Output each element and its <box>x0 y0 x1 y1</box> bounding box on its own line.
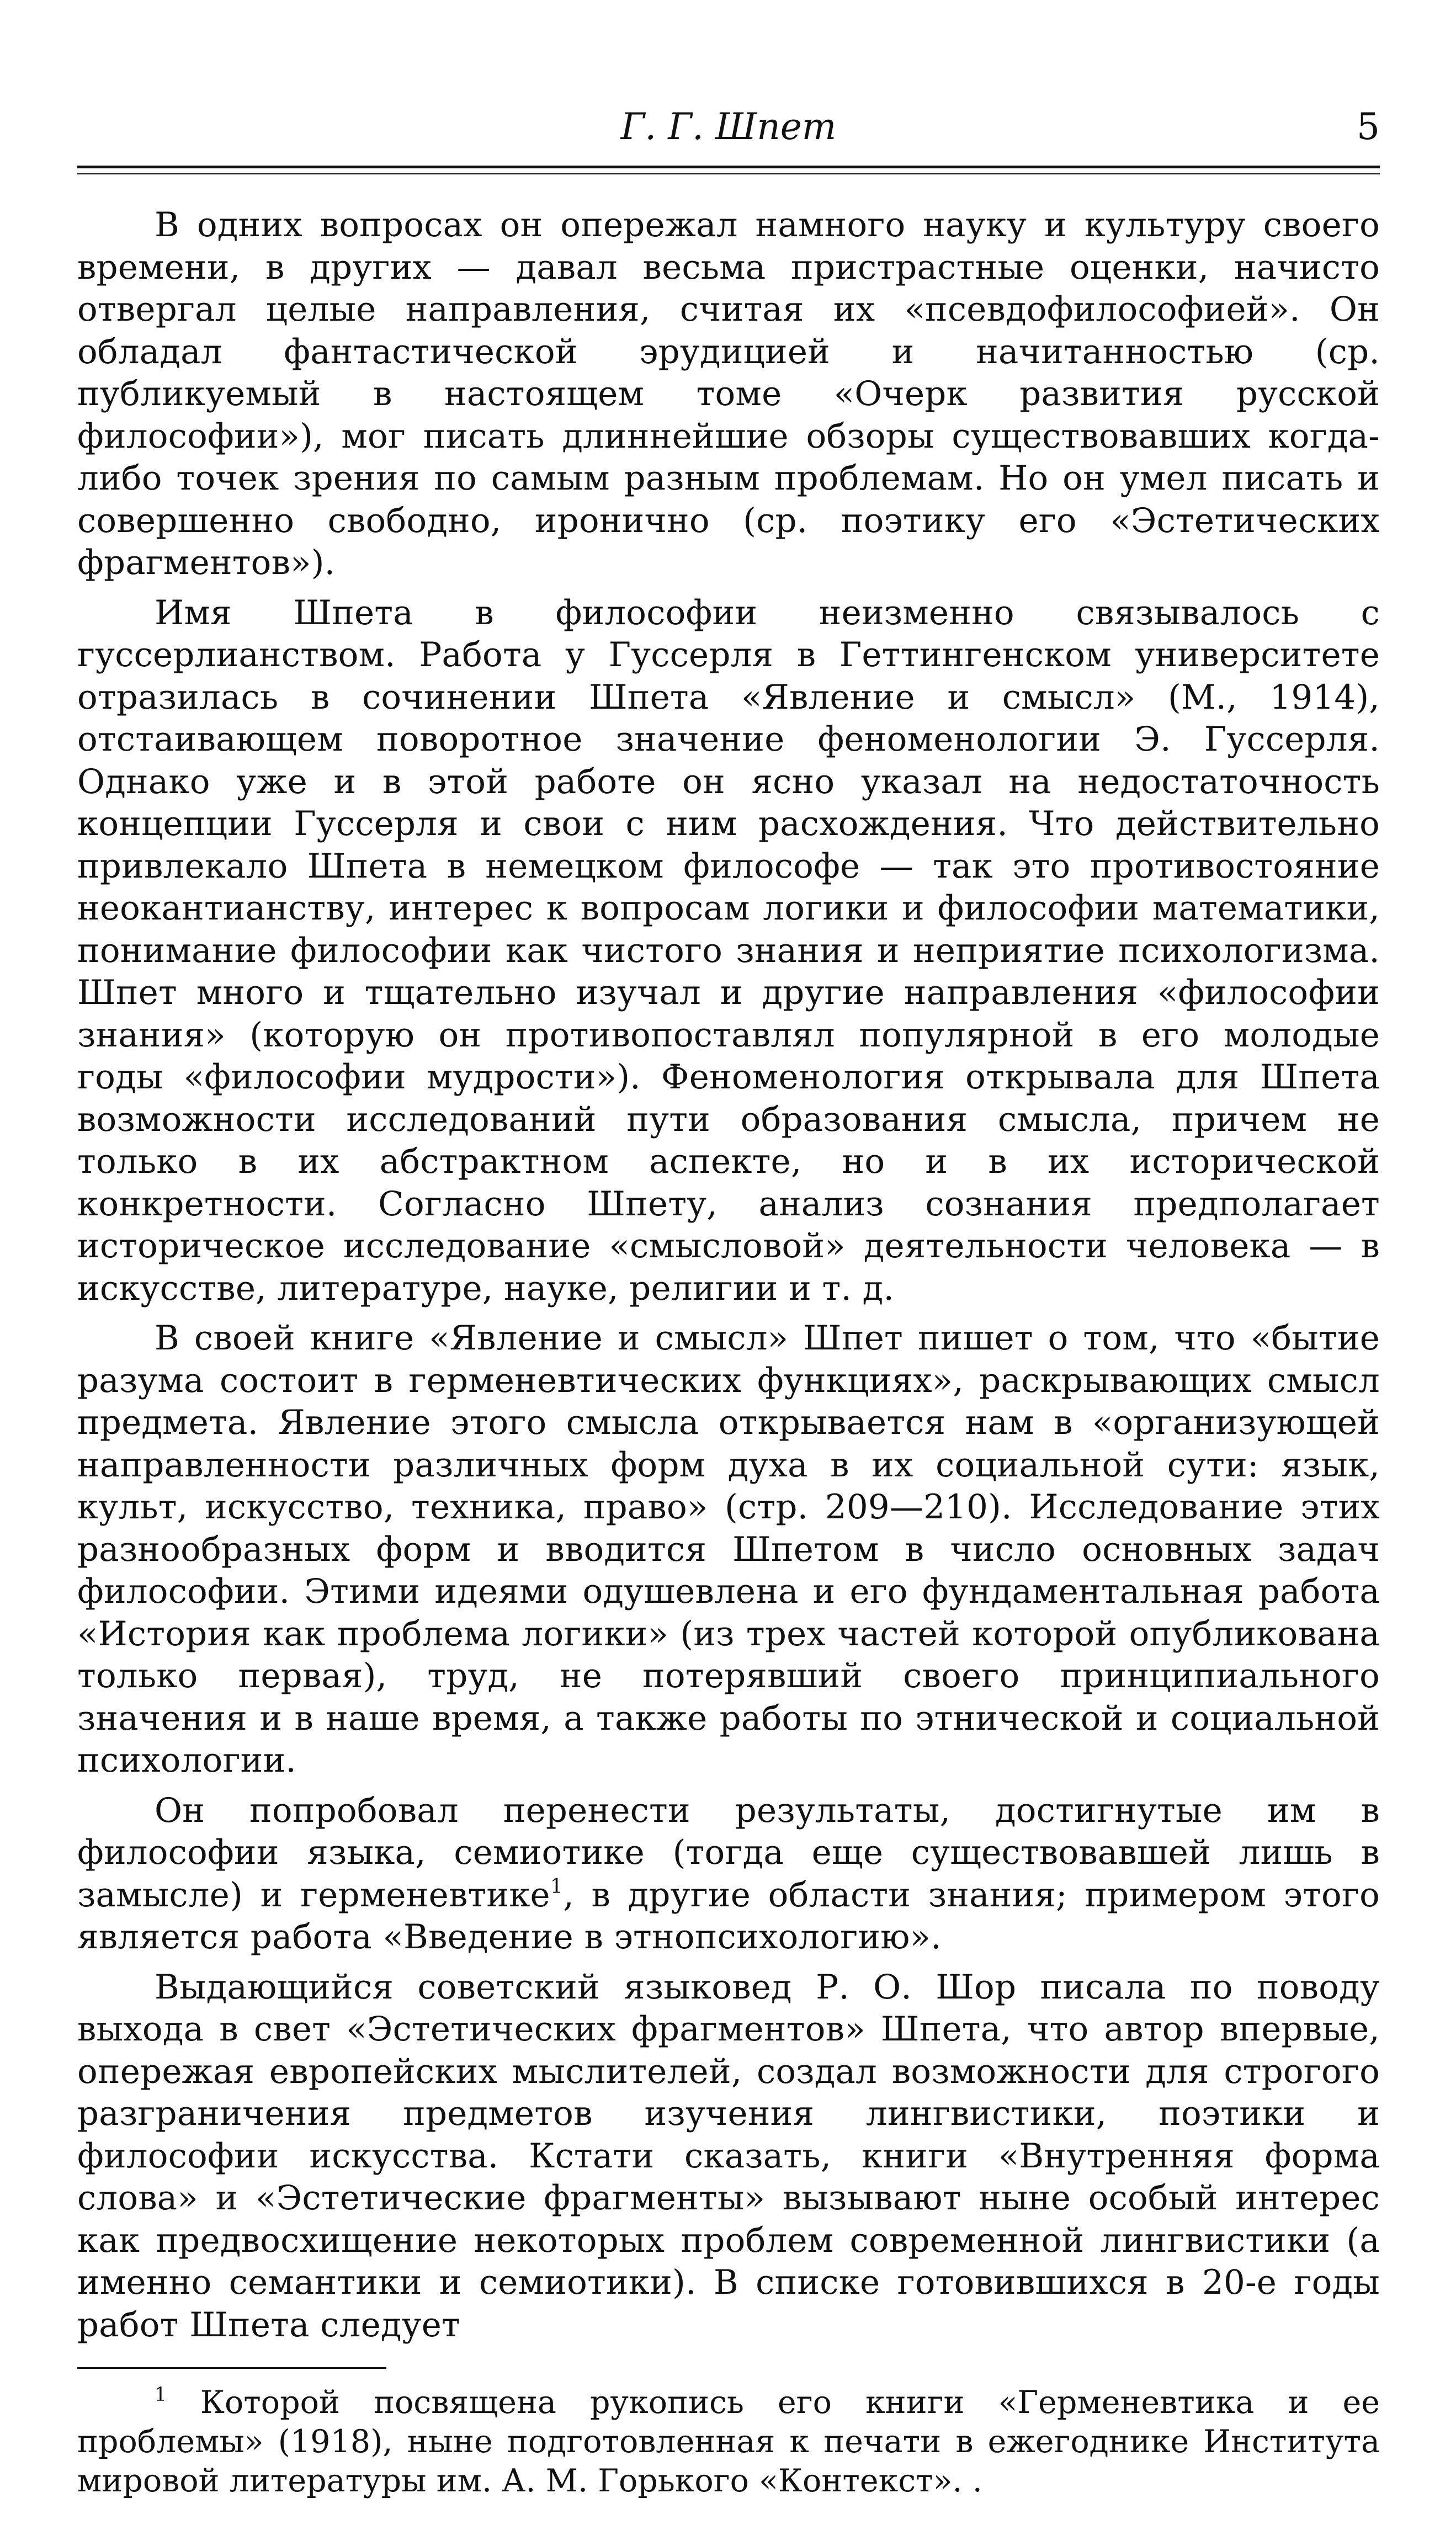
footnote-text: Которой посвящена рукопись его книги «Герменевтика и ее проблемы» (1918), ныне подготовленная к печати в ежегоднике Института мировой литературы им. А. М. Горького «Контекст». . <box>77 2384 1380 2499</box>
page <box>77 105 1380 2501</box>
paragraph: В своей книге «Явление и смысл» Шпет пишет о том, что «бытие разума состоит в герменевтических функциях», раскрывающих смысл предмета. Явление этого смысла открывается нам в «организующей направленности различных форм духа в их социальной сути: язык, культ, искусство, техника, право» (стр. 209—210). Исследование этих разнообразных форм и вводится Шпетом в число основных задач философии. Этими идеями одушевлена и его фундаментальная работа «История как проблема логики» (из трех частей которой опубликована только первая), труд, не потерявший своего принципиального значения и в наше время, а также работы по этнической и социальной психологии. <box>77 1319 1380 1780</box>
paragraph <box>77 1790 1380 1959</box>
page-number: 5 <box>1357 105 1380 148</box>
running-title: Г. Г. Шпет <box>620 105 837 148</box>
header-rule-thick <box>77 166 1380 168</box>
header-rule-thin <box>77 173 1380 174</box>
footnote-reference[interactable]: 1 <box>550 1874 564 1898</box>
paragraph-text: Он попробовал перенести результаты, достигнутые им в философии языка, семиотике (тогда еще существовавшей лишь в замысле) и герменевтике <box>77 1790 1380 1915</box>
footnote-separator <box>77 2367 386 2369</box>
running-header <box>77 105 1380 166</box>
footnote-marker: 1 <box>155 2383 167 2406</box>
paragraph: Выдающийся советский языковед Р. О. Шор писала по поводу выхода в свет «Эстетических фрагментов» Шпета, что автор впервые, опережая европейских мыслителей, создал возможности для строгого разграничения предметов изучения лингвистики, поэтики и философии искусства. Кстати сказать, книги «Внутренняя форма слова» и «Эстетические фрагменты» вызывают ныне особый интерес как предвосхищение некоторых проблем современной лингвистики (а именно семантики и семиотики). В списке готовившихся в 20-е годы работ Шпета следует <box>77 1967 1380 2345</box>
footnote <box>77 2383 1380 2501</box>
paragraph-text: , в другие области знания; примером этого является работа «Введение в этнопсихологию». <box>77 1875 1380 1957</box>
paragraph: Имя Шпета в философии неизменно связывалось с гуссерлианством. Работа у Гуссерля в Геттингенском университете отразилась в сочинении Шпета «Явление и смысл» (М., 1914), отстаивающем поворотное значение феноменологии Э. Гуссерля. Однако уже и в этой работе он ясно указал на недостаточность концепции Гуссерля и свои с ним расхождения. Что действительно привлекало Шпета в немецком философе — так это противостояние неокантианству, интерес к вопросам логики и философии математики, понимание философии как чистого знания и неприятие психологизма. Шпет много и тщательно изучал и другие направления «философии знания» (которую он противопоставлял популярной в его молодые годы «философии мудрости»). Феноменология открывала для Шпета возможности исследований пути образования смысла, причем не только в их абстрактном аспекте, но и в их исторической конкретности. Согласно Шпету, анализ сознания предполагает историческое исследование «смысловой» деятельности человека — в искусстве, литературе, науке, религии и т. д. <box>77 593 1380 1308</box>
paragraph: В одних вопросах он опережал намного науку и культуру своего времени, в других — давал весьма пристрастные оценки, начисто отвергал целые направления, считая их «псевдофилософией». Он обладал фантастической эрудицией и начитанностью (ср. публикуемый в настоящем томе «Очерк развития русской философии»), мог писать длиннейшие обзоры существовавших когда-либо точек зрения по самым разным проблемам. Но он умел писать и совершенно свободно, иронично (ср. поэтику его «Эстетических фрагментов»). <box>77 205 1380 582</box>
body-text <box>77 204 1380 2346</box>
